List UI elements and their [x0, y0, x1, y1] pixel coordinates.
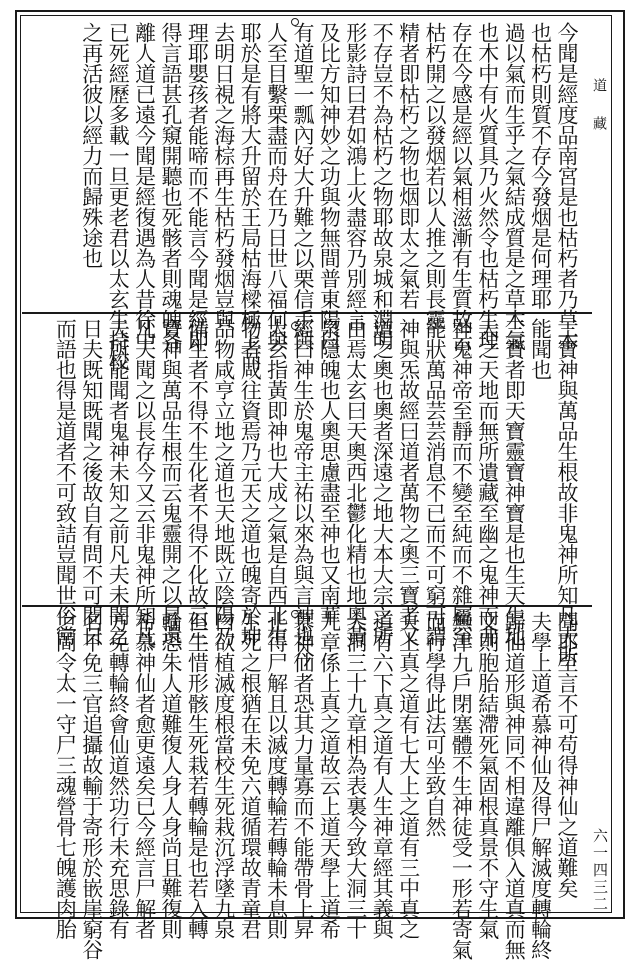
- text-column: 慕神仙者恐其力量寡而不能帶骨上昇: [291, 611, 315, 939]
- text-column: 日夫既知既聞之後故自有問不可問日: [79, 318, 104, 646]
- text-column: 精者即枯朽之物也烟即太之氣若: [396, 22, 421, 309]
- volume-title: 道 藏: [591, 78, 607, 134]
- text-column: 大洞三十九章相為表裏今致大洞三十: [343, 611, 368, 939]
- text-column: 過以氣而生乎之氣結成質是之草木氣: [502, 22, 527, 350]
- text-column: 人至目繫栗盡而舟在乃日世八福何與: [264, 22, 289, 350]
- text-column: 今聞是經度品南宮是也枯朽者乃草木: [555, 22, 579, 350]
- text-column: 已死經歷多載一旦更老君以太玄生持校: [106, 22, 131, 371]
- text-column: 能聞也: [528, 318, 553, 380]
- folio-number: 六一四三二: [591, 828, 609, 913]
- text-column: 而行學得此法可坐致自然: [423, 611, 447, 837]
- text-column: 曰欲植滅度根當校生死栽沉浮墜九泉: [211, 611, 236, 939]
- text-column: 道之奧也奧者深遠之地大本大宗之所: [370, 318, 395, 646]
- text-column: 無津九戶閉塞體不生神徒受一形若寄氣: [449, 611, 474, 960]
- text-column: 神與炁故經曰道者萬物之奧三寶者又: [396, 318, 421, 646]
- text-column: 及比方知神妙之功與物無間普東陽曰: [317, 22, 342, 350]
- text-column: 歸仙道形與神同不相違離俱入道真而無: [502, 611, 527, 960]
- text-column: 生死之根猶在未免六道循環故青童君: [238, 611, 263, 939]
- text-column: 有道聖一瓢內好大升難之以栗信手與: [291, 22, 315, 350]
- text-column: 而語也得是道者不可致詰豈聞世俗常: [53, 318, 78, 646]
- text-column: 品物咸亨立地之道也天地既立陰陽乃: [211, 318, 236, 646]
- text-column: 形影詩曰君如鴻上火盡容乃別經言: [343, 22, 368, 330]
- text-column: 也枯朽則質不存今發烟是何理耶: [528, 22, 553, 309]
- text-column: 存在今感是經以氣相滋漸有生質故云: [449, 22, 474, 350]
- text-column: 離人道已遠今聞是經復遇為人昔徐中: [132, 22, 157, 350]
- text-column: 耶於是有將大升留於王局枯海樑極上而: [238, 22, 263, 371]
- text-column: 夫所能聞者鬼神未知之前凡夫未聞之: [106, 318, 131, 646]
- text-column: 之間令太一守尸三魂營骨七魄護肉胎: [53, 611, 78, 939]
- text-column: 夫上真之道有七大上之道有三中真之: [396, 611, 421, 939]
- text-column: 能狀萬品芸芸消息不已而不可窮可謂: [423, 318, 447, 646]
- text-column: 由焉太玄曰天奧西北鬱化精也地奧黃: [343, 318, 368, 646]
- text-column: 夫學上道希慕神仙及得尸解滅度轉輪終: [528, 611, 553, 960]
- text-column: 希慕神仙者愈更遠矣已今經言尸解者: [132, 611, 157, 939]
- text-column: 也木中有火質具乃火然令也枯朽生理: [475, 22, 500, 350]
- text-column: 方免轉輪終會仙道然功行未充思錄有: [106, 611, 131, 939]
- text-column: 理耶嬰孩者能啼而不能言今聞是經即: [185, 22, 210, 350]
- text-column: 凡夫聞之以長存今又云非鬼神所知凡: [132, 318, 157, 646]
- text-column: 之再活彼以經力而歸殊途也: [79, 22, 104, 268]
- text-column: 但生惜形骸生死栽若轉輪是也若入轉: [185, 611, 210, 939]
- text-column: 三寶者即天寶靈寶神寶是也生天生地: [502, 318, 527, 646]
- text-column: 輪恐朱人道難復人身人身尚且難復則: [159, 611, 183, 939]
- text-column: 不存豈不為枯朽之物耶故泉城和淵明: [370, 22, 395, 350]
- text-column: 大玄指黃即神也大成之氣是自西北生: [264, 318, 289, 646]
- text-column: 神鬼神帝至靜而不變至純而不雜屬至: [449, 318, 474, 646]
- text-column: 九章係上真之道故云上道天學上道希: [317, 611, 342, 939]
- text-column: 止得尸解且以滅度轉輪若轉輪未息則: [264, 611, 289, 939]
- text-column: 大之天地而無所遺藏至幽之鬼神而弗: [475, 318, 500, 646]
- text-column: 名不免三官追攝故輸于寄形於嵌崖窮谷: [79, 611, 104, 960]
- text-column: 寶神與萬品生根而云鬼靈開之以昇還: [159, 318, 183, 646]
- text-column: 經曰神生於鬼帝主祐以來為與言神也今: [291, 318, 315, 667]
- text-column: 泉隱魄也人奧思慮盡至神也又南華: [317, 318, 342, 626]
- text-column: 聞耶至言不可苟得神仙之道難矣: [555, 611, 579, 898]
- text-column: 備生者不得不生化者不得不化故云三: [185, 318, 210, 646]
- text-column: 道有六下真之道有人生神章經其義與: [370, 611, 395, 939]
- text-column: 去明日視之海棕再生枯朽發烟豈與: [211, 22, 236, 330]
- text-column: 得言語甚孔窺開聽也死骸者則魂魄各: [159, 22, 183, 350]
- text-column: 枯朽開之以發烟若以人推之則長靈: [423, 22, 447, 330]
- text-column: 文則胞胎結滯死氣固根真景不守生氣: [475, 611, 500, 939]
- text-column: 三寶神與萬品生根故非鬼神所知凡夫所: [555, 318, 579, 667]
- text-column: 物者咸往資焉乃元天之道也魄寄於坤: [238, 318, 263, 646]
